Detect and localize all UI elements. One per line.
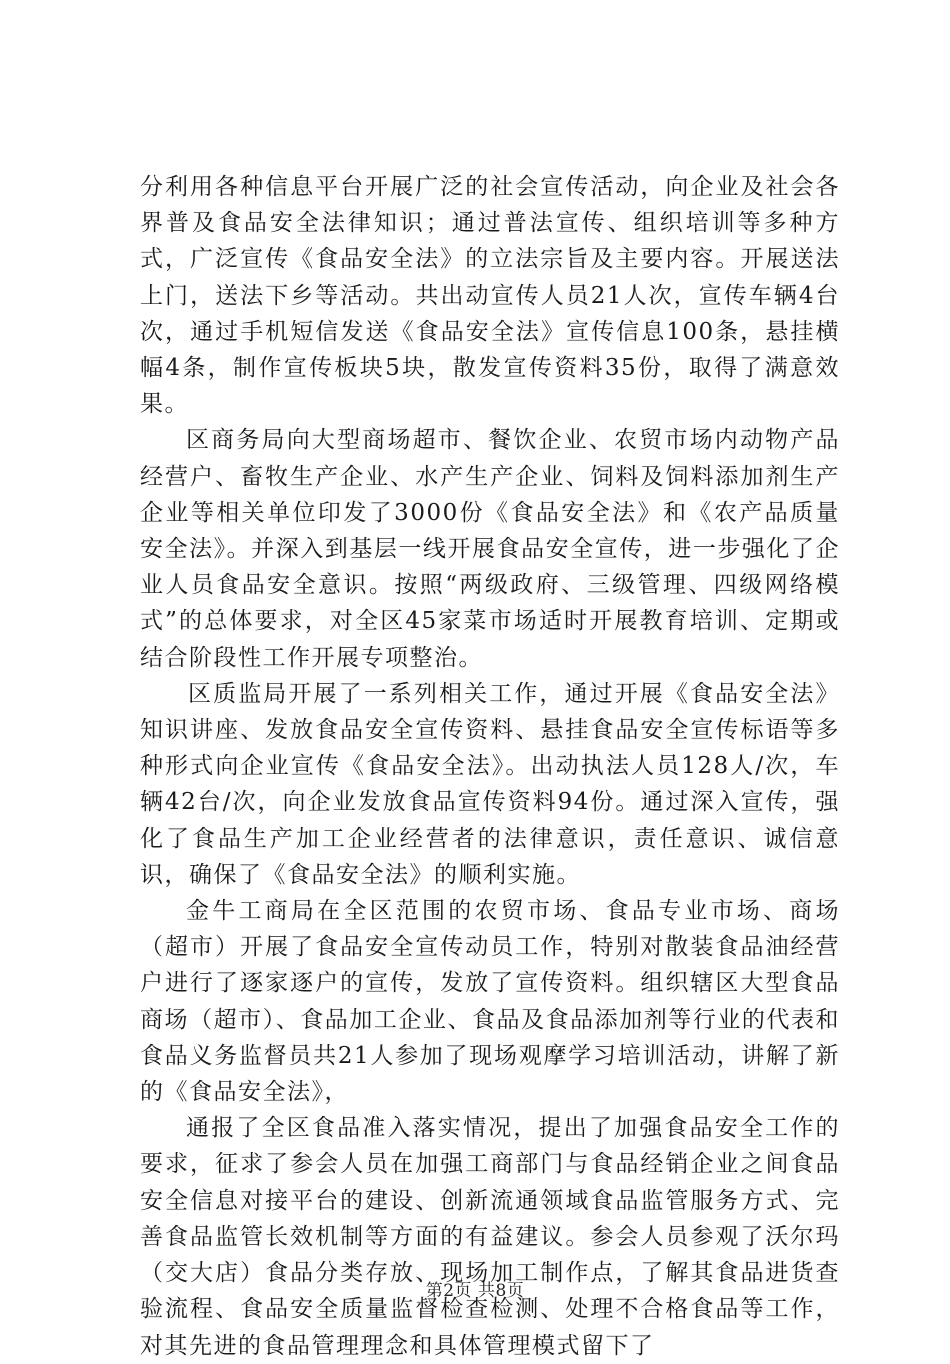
paragraph-5: 通报了全区食品准入落实情况，提出了加强食品安全工作的要求，征求了参会人员在加强工商部门与食品经销企业之间食品安全信息对接平台的建设、创新流通领域食品监管服务方式、完善食品监管长效机制等方面的有益建议。参会人员参观了沃尔玛（交大店）食品分类存放、现场加工制作点，了解其食品进货查验流程、食品安全质量监督检查检测、处理不合格食品等工作，对其先进的食品管理理念和具体管理模式留下了 bbox=[140, 1115, 840, 1359]
paragraph-4: 金牛工商局在全区范围的农贸市场、食品专业市场、商场（超市）开展了食品安全宣传动员工作，特别对散装食品油经营户进行了逐家逐户的宣传，发放了宣传资料。组织辖区大型食品商场（超市）、食品加工企业、食品及食品添加剂等行业的代表和食品义务监督员共21人参加了现场观摩学习培训活动，讲解了新的《食品安全法》， bbox=[140, 898, 840, 1106]
page-number-footer: 第2页 共8页 bbox=[425, 1281, 525, 1301]
document-body bbox=[140, 169, 840, 1364]
paragraph-2: 区商务局向大型商场超市、餐饮企业、农贸市场内动物产品经营户、畜牧生产企业、水产生产企业、饲料及饲料添加剂生产企业等相关单位印发了3000份《食品安全法》和《农产品质量安全法》。并深入到基层一线开展食品安全宣传，进一步强化了企业人员食品安全意识。按照“两级政府、三级管理、四级网络模式”的总体要求，对全区45家菜市场适时开展教育培训、定期或结合阶段性工作开展专项整治。 bbox=[140, 427, 840, 671]
paragraph-3: 区质监局开展了一系列相关工作，通过开展《食品安全法》知识讲座、发放食品安全宣传资料、悬挂食品安全宣传标语等多种形式向企业宣传《食品安全法》。出动执法人员128人/次，车辆42台/次，向企业发放食品宣传资料94份。通过深入宣传，强化了食品生产加工企业经营者的法律意识，责任意识、诚信意识，确保了《食品安全法》的顺利实施。 bbox=[140, 680, 840, 888]
paragraph-1: 分利用各种信息平台开展广泛的社会宣传活动，向企业及社会各界普及食品安全法律知识；通过普法宣传、组织培训等多种方式，广泛宣传《食品安全法》的立法宗旨及主要内容。开展送法上门，送法下乡等活动。共出动宣传人员21人次，宣传车辆4台次，通过手机短信发送《食品安全法》宣传信息100条，悬挂横幅4条，制作宣传板块5块，散发宣传资料35份，取得了满意效果。 bbox=[140, 174, 840, 418]
